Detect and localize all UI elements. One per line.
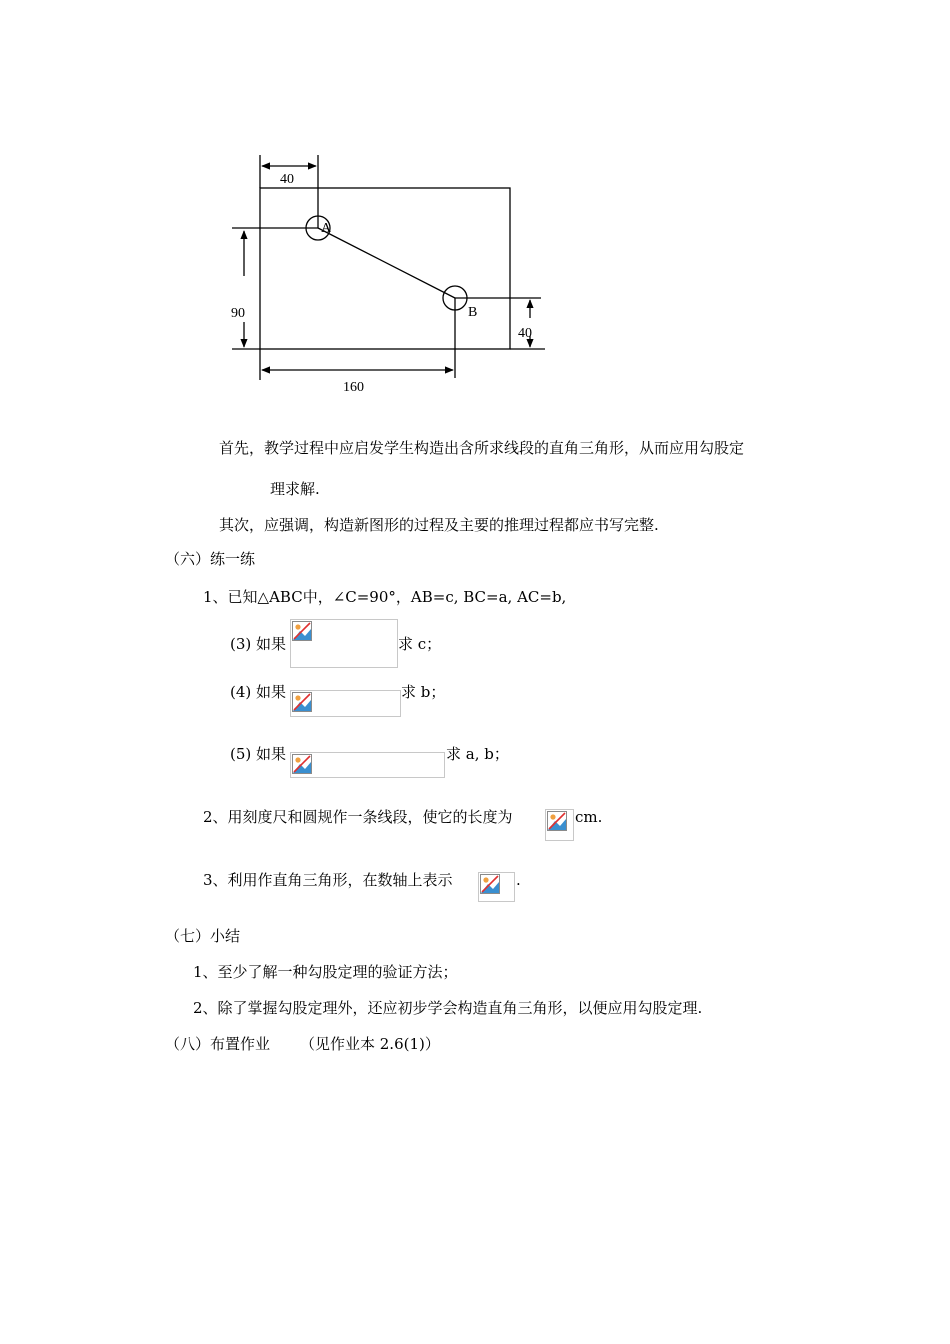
q2-prefix: 2、用刻度尺和圆规作一条线段，使它的长度为 bbox=[203, 808, 513, 826]
formula-image-q3 bbox=[478, 872, 515, 902]
line-ab bbox=[318, 228, 455, 298]
formula-image-4 bbox=[290, 690, 401, 717]
para2: 其次，应强调，构造新图形的过程及主要的推理过程都应书写完整. bbox=[219, 516, 659, 534]
section-6-title: （六）练一练 bbox=[165, 550, 256, 568]
label-a: A bbox=[321, 221, 332, 236]
formula-image-5 bbox=[290, 752, 445, 778]
formula-image-3 bbox=[290, 619, 398, 668]
para1-line1: 首先，教学过程中应启发学生构造出含所求线段的直角三角形，从而应用勾股定 bbox=[219, 439, 745, 457]
plate-rectangle bbox=[260, 188, 510, 349]
q3-prefix: 3、利用作直角三角形，在数轴上表示 bbox=[203, 871, 453, 889]
broken-image-icon bbox=[292, 754, 312, 774]
plate-diagram bbox=[0, 0, 950, 400]
q1-4-prefix: (4) 如果 bbox=[230, 683, 287, 701]
q1-3-prefix: (3) 如果 bbox=[230, 635, 287, 653]
q1-3-suffix: 求 c； bbox=[398, 635, 442, 653]
label-b: B bbox=[468, 305, 478, 320]
broken-image-icon bbox=[292, 621, 312, 641]
q1-4-suffix: 求 b； bbox=[401, 683, 446, 701]
label-top-40: 40 bbox=[280, 172, 294, 187]
summary-2: 2、除了掌握勾股定理外，还应初步学会构造直角三角形，以便应用勾股定理. bbox=[193, 999, 703, 1017]
broken-image-icon bbox=[292, 692, 312, 712]
section-8-note: （见作业本 2.6(1)） bbox=[300, 1035, 440, 1053]
q1-5-suffix: 求 a, b； bbox=[446, 745, 509, 763]
formula-image-q2 bbox=[545, 809, 574, 841]
summary-1: 1、至少了解一种勾股定理的验证方法； bbox=[193, 963, 458, 981]
q2-suffix: cm. bbox=[575, 808, 603, 826]
section-8-title: （八）布置作业 bbox=[165, 1035, 271, 1053]
label-90: 90 bbox=[231, 306, 245, 321]
q1-5-prefix: (5) 如果 bbox=[230, 745, 287, 763]
section-7-title: （七）小结 bbox=[165, 927, 241, 945]
para1-line2: 理求解. bbox=[270, 480, 320, 498]
question-1: 1、已知△ABC中，∠C=90°，AB=c, BC=a, AC=b, bbox=[203, 588, 567, 606]
broken-image-icon bbox=[547, 811, 567, 831]
label-160: 160 bbox=[343, 380, 364, 395]
broken-image-icon bbox=[480, 874, 500, 894]
q3-suffix: . bbox=[516, 871, 521, 889]
label-right-40: 40 bbox=[518, 326, 532, 341]
